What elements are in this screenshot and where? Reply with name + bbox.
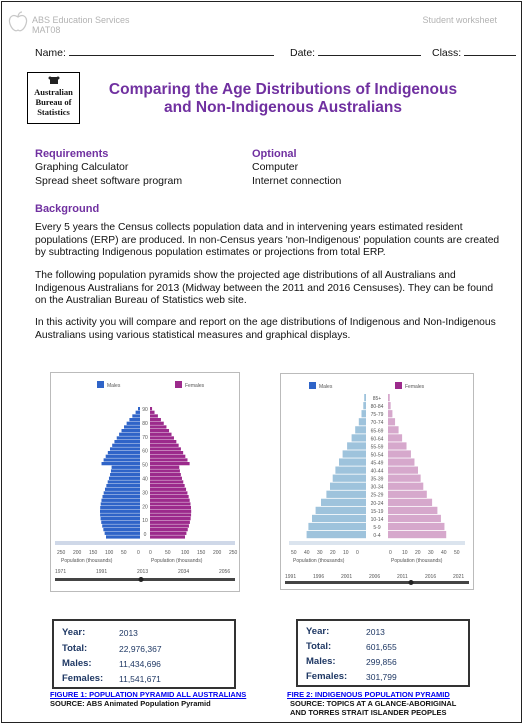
crest-icon [48, 75, 60, 86]
males-label: Males: [62, 658, 92, 669]
age-tick: 50 [142, 462, 148, 469]
figure2-caption-link[interactable]: FIRE 2: INDIGENOUS POPULATION PYRAMID [287, 690, 450, 699]
female-bar [150, 422, 164, 425]
age-group-label: 30-34 [370, 484, 384, 491]
background-paragraph-3: In this activity you will compare and report on the age distributions of Indigenous and Non-Indigenous Australians using various statistical measures and graphical displays. [35, 317, 496, 341]
legend-females-swatch [395, 382, 402, 389]
females-value: 11,541,671 [119, 674, 161, 684]
date-line[interactable] [318, 46, 421, 56]
male-bar [138, 407, 140, 410]
female-bar [388, 523, 444, 530]
date-label: Date: [290, 47, 316, 59]
x-tick: 250 [57, 550, 66, 556]
male-bar [355, 426, 366, 433]
female-bar [150, 521, 190, 524]
male-bar [112, 444, 140, 447]
legend-males-label: Males [319, 384, 333, 390]
males-value: 11,434,696 [119, 659, 161, 669]
age-group-label: 60-64 [370, 436, 384, 443]
x-tick: 250 [229, 550, 238, 556]
male-bar [114, 440, 140, 443]
figure2-info-box [296, 619, 470, 687]
year-value: 2013 [119, 628, 138, 638]
male-bar [105, 532, 140, 535]
x-tick: 0 [356, 550, 359, 556]
female-bar [388, 467, 418, 474]
male-bar [122, 429, 140, 432]
timeline-tick: 2011 [397, 574, 408, 580]
male-bar [326, 491, 366, 498]
age-group-label: 65-69 [370, 428, 384, 435]
male-bar [119, 433, 140, 436]
male-bar [108, 451, 140, 454]
legend-females-label: Females [185, 383, 205, 389]
header-org: ABS Education Services MAT08 [32, 15, 130, 35]
name-field[interactable] [35, 46, 274, 59]
class-label: Class: [432, 47, 462, 59]
male-bar [339, 458, 366, 465]
year-label: Year: [62, 627, 86, 638]
figure1-info-box [52, 619, 236, 689]
female-bar [150, 499, 190, 502]
x-tick: 30 [317, 550, 323, 556]
female-bar [150, 506, 191, 509]
requirements-heading: Requirements [35, 148, 109, 160]
name-label: Name: [35, 47, 66, 59]
females-label: Females: [62, 673, 104, 684]
x-tick: 50 [165, 550, 171, 556]
timeline-marker-icon [409, 580, 414, 585]
header-worksheet: Student worksheet [422, 15, 497, 25]
female-bar [150, 477, 182, 480]
apple-logo-icon [8, 11, 28, 33]
female-bar [388, 515, 441, 522]
female-bar [150, 429, 169, 432]
male-bar [359, 418, 366, 425]
timeline-bar [55, 578, 235, 581]
male-bar [102, 495, 140, 498]
age-tick: 10 [142, 518, 148, 525]
female-bar [150, 451, 183, 454]
figure1-pyramid [50, 372, 240, 592]
year-label: Year: [306, 626, 330, 637]
female-bar [150, 458, 187, 461]
age-group-label: 15-19 [370, 508, 384, 515]
age-tick: 60 [142, 448, 148, 455]
female-bar [150, 418, 161, 421]
female-bar [388, 507, 437, 514]
age-group-label: 80-84 [370, 404, 384, 411]
female-bar [150, 491, 187, 494]
male-bar [363, 402, 366, 409]
requirement-item: Graphing Calculator [35, 161, 129, 173]
male-bar [101, 499, 140, 502]
x-axis-label: Population (thousands) [391, 558, 443, 564]
timeline-tick: 2021 [453, 574, 465, 580]
male-bar [343, 450, 366, 457]
age-group-label: 20-24 [370, 500, 384, 507]
female-bar [150, 433, 172, 436]
female-bar [388, 450, 411, 457]
male-bar [102, 524, 140, 527]
x-tick: 50 [121, 550, 127, 556]
female-bar [150, 473, 181, 476]
female-bar [388, 410, 392, 417]
female-bar [150, 425, 166, 428]
female-bar [150, 535, 185, 538]
female-bar [150, 462, 190, 465]
age-group-label: 45-49 [370, 460, 384, 467]
timeline-tick: 1991 [285, 574, 297, 580]
male-bar [110, 447, 140, 450]
female-bar [388, 458, 414, 465]
x-tick: 30 [428, 550, 434, 556]
timeline-bar [285, 581, 469, 584]
male-bar [104, 491, 140, 494]
year-value: 2013 [366, 627, 385, 637]
age-group-label: 75-79 [370, 412, 384, 419]
age-tick: 0 [143, 532, 147, 539]
male-bar [110, 473, 140, 476]
male-bar [106, 535, 140, 538]
x-tick: 0 [137, 550, 140, 556]
timeline-tick: 1971 [55, 569, 67, 575]
female-bar [150, 447, 181, 450]
male-bar [112, 466, 140, 469]
female-bar [150, 455, 185, 458]
female-bar [388, 483, 423, 490]
total-label: Total: [306, 641, 332, 652]
male-bar [129, 418, 140, 421]
timeline-tick: 2006 [369, 574, 381, 580]
male-bar [136, 411, 140, 414]
total-value: 601,655 [366, 642, 397, 652]
female-bar [150, 517, 191, 520]
male-bar [101, 521, 140, 524]
female-bar [388, 442, 407, 449]
age-group-label: 0-4 [373, 533, 381, 539]
female-bar [150, 469, 180, 472]
age-group-label: 10-14 [370, 516, 384, 523]
legend-males-label: Males [107, 383, 121, 389]
male-bar [127, 422, 140, 425]
female-bar [150, 495, 189, 498]
x-tick: 0 [149, 550, 152, 556]
female-bar [150, 532, 186, 535]
axis-strip [289, 541, 465, 545]
axis-strip [55, 541, 235, 545]
male-bar [100, 510, 140, 513]
figure1-chart [51, 373, 239, 591]
age-group-label: 50-54 [370, 452, 384, 459]
date-field[interactable] [290, 46, 421, 59]
female-bar [388, 426, 399, 433]
male-bar [364, 394, 366, 401]
female-bar [150, 484, 185, 487]
male-bar [124, 425, 140, 428]
x-tick: 40 [304, 550, 310, 556]
timeline-tick: 1996 [313, 574, 325, 580]
male-bar [117, 436, 140, 439]
female-bar [150, 513, 191, 516]
age-group-label: 55-59 [370, 444, 384, 451]
male-bar [104, 458, 140, 461]
total-value: 22,976,367 [119, 644, 162, 654]
age-tick: 70 [142, 434, 148, 441]
x-tick: 10 [343, 550, 349, 556]
background-heading: Background [35, 203, 100, 215]
optional-heading: Optional [252, 148, 297, 160]
x-tick: 0 [389, 550, 392, 556]
male-bar [132, 414, 140, 417]
female-bar [150, 528, 188, 531]
females-value: 301,799 [366, 672, 397, 682]
x-tick: 20 [330, 550, 336, 556]
male-bar [352, 434, 366, 441]
age-tick: 20 [142, 504, 148, 511]
timeline-tick: 2034 [178, 569, 190, 575]
female-bar [150, 466, 179, 469]
timeline-tick: 2001 [341, 574, 353, 580]
male-bar [312, 515, 366, 522]
x-tick: 10 [402, 550, 408, 556]
x-axis-label: Population (thousands) [151, 558, 203, 564]
age-group-label: 40-44 [370, 468, 384, 475]
x-tick: 20 [415, 550, 421, 556]
male-bar [111, 469, 140, 472]
legend-males-swatch [309, 382, 316, 389]
female-bar [150, 444, 179, 447]
female-bar [150, 480, 183, 483]
background-paragraph-1: Every 5 years the Census collects population data and in intervening years estimated resident populations (ERP) are produced. In non-Census years 'non-Indigenous' population counts are created by subtracting Indigenous population estimates or projections from total ERP. [35, 222, 500, 258]
male-bar [106, 455, 140, 458]
class-field[interactable] [432, 46, 516, 59]
age-group-label: 35-39 [370, 476, 384, 483]
female-bar [388, 394, 390, 401]
x-tick: 100 [181, 550, 190, 556]
abs-logo: Australian Bureau of Statistics [27, 72, 80, 124]
x-tick: 40 [441, 550, 447, 556]
x-tick: 50 [291, 550, 297, 556]
female-bar [150, 414, 158, 417]
timeline-marker-icon [139, 577, 144, 582]
x-tick: 150 [89, 550, 98, 556]
figure2-source: SOURCE: TOPICS AT A GLANCE-ABORIGINAL AND TORRES STRAIT ISLANDER PEOPLES [290, 699, 457, 717]
male-bar [102, 462, 140, 465]
figure2-chart [281, 374, 473, 589]
timeline-tick: 1991 [96, 569, 108, 575]
age-group-label: 70-74 [370, 420, 384, 427]
male-bar [100, 513, 140, 516]
female-bar [388, 499, 432, 506]
male-bar [105, 488, 140, 491]
male-bar [308, 523, 366, 530]
male-bar [362, 410, 367, 417]
x-tick: 200 [213, 550, 222, 556]
male-bar [100, 506, 140, 509]
timeline-tick: 2016 [425, 574, 437, 580]
female-bar [388, 418, 395, 425]
age-tick: 90 [142, 407, 148, 413]
female-bar [150, 488, 186, 491]
male-bar [103, 528, 140, 531]
male-bar [109, 477, 140, 480]
male-bar [330, 483, 366, 490]
male-bar [101, 517, 140, 520]
x-tick: 150 [197, 550, 206, 556]
x-tick: 50 [454, 550, 460, 556]
male-bar [316, 507, 366, 514]
female-bar [388, 402, 391, 409]
male-bar [106, 484, 140, 487]
male-bar [108, 480, 140, 483]
figure1-caption-link[interactable]: FIGURE 1: POPULATION PYRAMID ALL AUSTRALIANS [50, 690, 247, 699]
female-bar [150, 502, 190, 505]
x-axis-label: Population (thousands) [61, 558, 113, 564]
female-bar [388, 475, 421, 482]
age-tick: 30 [142, 490, 148, 497]
optional-item: Internet connection [252, 175, 342, 187]
males-value: 299,856 [366, 657, 397, 667]
page-title: Comparing the Age Distributions of Indigenous and Non-Indigenous Australians [108, 81, 458, 116]
female-bar [150, 524, 189, 527]
age-group-label: 85+ [372, 396, 382, 403]
legend-females-label: Females [405, 384, 425, 390]
x-tick: 200 [73, 550, 82, 556]
name-line[interactable] [69, 46, 274, 56]
requirement-item: Spread sheet software program [35, 175, 183, 187]
background-paragraph-2: The following population pyramids show the projected age distributions of all Australians and Indigenous Australians for 2013 (Midway between the 2011 and 2016 Censuses). They can be found on the Australian Bureau of Statistics web site. [35, 270, 494, 306]
legend-males-swatch [97, 381, 104, 388]
timeline-tick: 2013 [137, 569, 149, 575]
class-line[interactable] [464, 46, 516, 56]
legend-females-swatch [175, 381, 182, 388]
female-bar [388, 434, 402, 441]
age-group-label: 25-29 [370, 492, 384, 499]
x-tick: 100 [105, 550, 114, 556]
figure2-pyramid [280, 373, 474, 590]
age-tick: 80 [142, 420, 148, 427]
female-bar [388, 491, 427, 498]
figure1-source: SOURCE: ABS Animated Population Pyramid [50, 699, 211, 708]
female-bar [388, 531, 446, 538]
male-bar [333, 475, 366, 482]
male-bar [321, 499, 366, 506]
female-bar [150, 510, 191, 513]
x-axis-label: Population (thousands) [293, 558, 345, 564]
female-bar [150, 411, 155, 414]
total-label: Total: [62, 643, 88, 654]
female-bar [150, 407, 152, 410]
females-label: Females: [306, 671, 348, 682]
male-bar [347, 442, 366, 449]
males-label: Males: [306, 656, 336, 667]
female-bar [150, 436, 174, 439]
male-bar [101, 502, 140, 505]
male-bar [335, 467, 366, 474]
optional-item: Computer [252, 161, 299, 173]
female-bar [150, 440, 176, 443]
age-group-label: 5-9 [373, 524, 381, 531]
timeline-tick: 2056 [219, 569, 231, 575]
male-bar [307, 531, 366, 538]
age-tick: 40 [142, 476, 148, 483]
